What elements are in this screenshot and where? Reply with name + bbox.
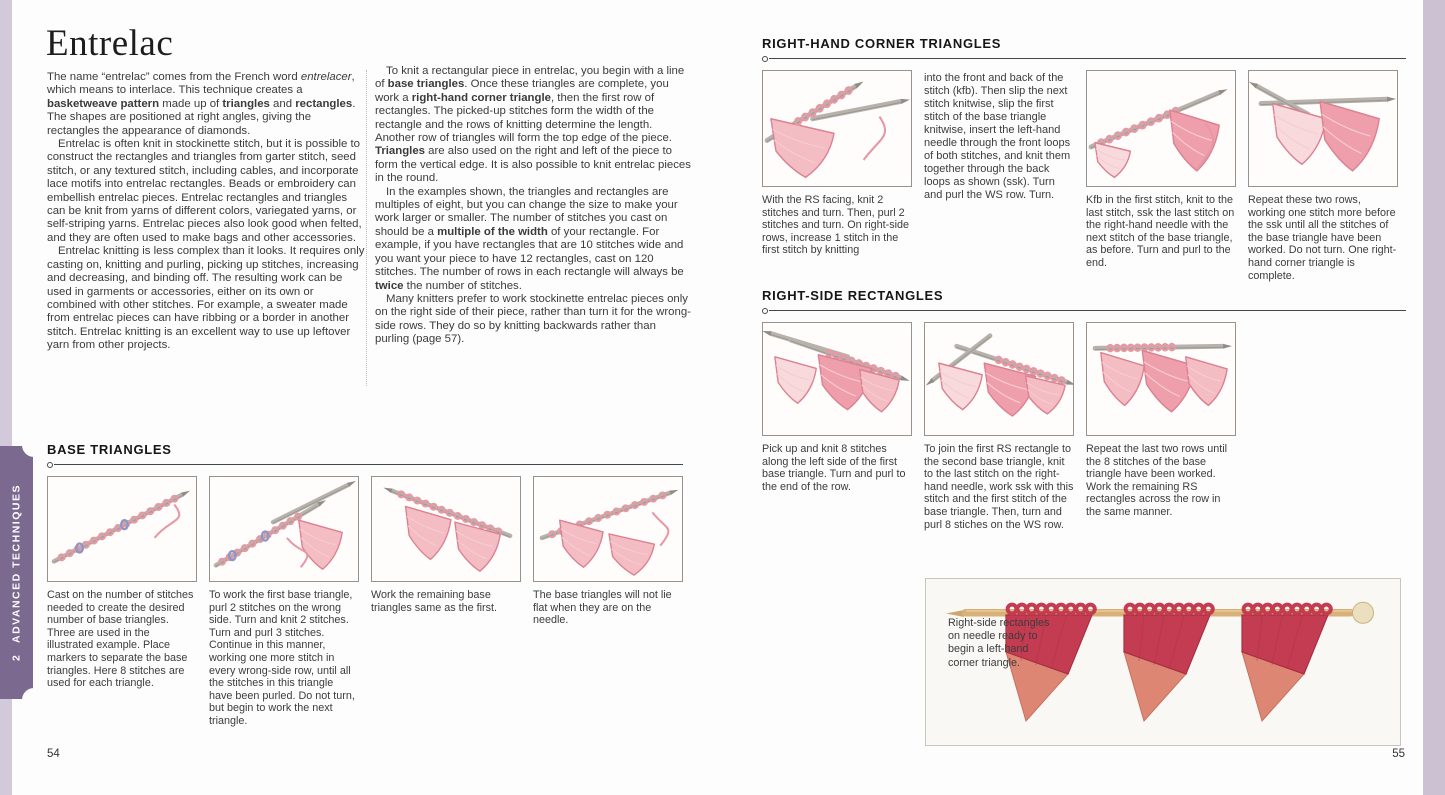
intro-column-2 — [375, 65, 693, 347]
step-row — [762, 70, 1406, 282]
section-rule — [762, 308, 1406, 313]
illustration-repeat-rows — [1086, 322, 1236, 436]
section-corner-triangles — [762, 36, 1406, 282]
illustration-corner-rs-facing — [762, 70, 912, 187]
intro-paragraph: Entrelac knitting is less complex than it looks. It requires only casting on, knitting and purling, picking up stitches, increasing and decreasing, and binding off. The resulting work can be used in garments or accessories, either on its own or combined with other stitches. For example, a sweater made from entrelac pieces can have ribbing or a border in another stitch. Entrelac knitting is an excellent way to use up leftover yarn from other projects. — [47, 245, 365, 352]
step-row — [762, 322, 1406, 531]
step — [924, 322, 1074, 531]
section-heading: RIGHT-SIDE RECTANGLES — [762, 288, 944, 303]
page-number-right: 55 — [1392, 748, 1405, 760]
rule-end-dot-icon — [762, 56, 768, 62]
section-rs-rectangles — [762, 288, 1406, 531]
step — [47, 476, 197, 728]
step-caption: Repeat the last two rows until the 8 stitches of the base triangle have been worked. Work the remaining RS rectangles across the row in the same manner. — [1086, 443, 1228, 518]
illustration-join-rectangle — [924, 322, 1074, 436]
illustration-cast-on — [47, 476, 197, 582]
step-caption: To join the first RS rectangle to the second base triangle, knit to the last stitch on the right-hand needle, work ssk with this stitch and the first stitch of the base triangle. Then, turn and purl 8 stiches on the WS row. — [924, 443, 1074, 531]
step-caption: Work the remaining base triangles same as the first. — [371, 589, 498, 614]
rule-end-dot-icon — [47, 462, 53, 468]
step — [533, 476, 683, 728]
step-caption: With the RS facing, knit 2 stitches and turn. Then, purl 2 stitches and turn. On right-side rows, increase 1 stitch in the first stitch by knitting — [762, 194, 910, 257]
step-row — [47, 476, 683, 728]
step-caption: Kfb in the first stitch, knit to the last stitch, ssk the last stitch on the right-hand needle with the next stitch of the base triangle, as before. Turn and purl to the end. — [1086, 194, 1235, 269]
intro-paragraph: In the examples shown, the triangles and rectangles are multiples of eight, but you can change the size to make your work larger or smaller. The number of stitches you cast on should be a multiple of the width of your rectangle. For example, if you have rectangles that are 10 stitches wide and you want your piece to have 12 rectangles, cast on 120 stitches. The number of rows in each rectangle will always be twice the number of stitches. — [375, 185, 684, 292]
illustration-corner-complete — [1248, 70, 1398, 187]
step — [1086, 70, 1236, 282]
step-caption: The base triangles will not lie flat when they are on the needle. — [533, 589, 672, 627]
intro-paragraph: Many knitters prefer to work stockinette entrelac pieces only on the right side of their piece, rather than turn it for the wrong-side rows. They do so by knitting backwards rather than purling (page 57). — [375, 292, 691, 346]
illustration-triangles-on-needle — [533, 476, 683, 582]
step — [762, 322, 912, 531]
page-edge-strip-right — [1423, 0, 1445, 795]
chapter-tab — [0, 446, 33, 699]
chapter-number: 2 — [10, 653, 23, 662]
photo-rs-rectangles-on-needle — [925, 578, 1401, 746]
step-caption: Cast on the number of stitches needed to create the desired number of base triangles. Three are used in the illustrated example. Place markers to separate the base triangles. Here 8 stitches are used for each triangle. — [47, 589, 194, 690]
intro-column-1 — [47, 71, 365, 353]
step-caption: Repeat these two rows, working one stitch more before the ssk until all the stitches of the base triangle have been worked. Do not turn. One right-hand corner triangle is complete. — [1248, 194, 1397, 282]
chapter-tab-label — [0, 446, 33, 699]
section-base-triangles — [47, 442, 683, 728]
step — [209, 476, 359, 728]
chapter-title: ADVANCED TECHNIQUES — [10, 483, 23, 643]
section-heading: BASE TRIANGLES — [47, 442, 172, 457]
intro-paragraph: Entrelac is often knit in stockinette stitch, but it is possible to construct the rectangles and triangles from garter stitch, seed stitch, or any textured stitch, including cables, and incorporate lace motifs into entrelac rectangles. Beads or embroidery can embellish entrelac pieces. Entrelac rectangles and triangles can be knit from yarns of different colors, variegated yarns, or self-striping yarns. Entrelac pieces also look good when felted, and they are often used to make bags and other accessories. — [47, 138, 362, 244]
step — [1248, 70, 1398, 282]
intro-paragraph: To knit a rectangular piece in entrelac, you begin with a line of base triangles. Once these triangles are complete, you work a right-hand corner triangle, then the first row of rectangles. The picked-up stitches form the width of the rectangle and the rows of knitting determine the length. Another row of triangles will form the top edge of the piece. Triangles are also used on the right and left of the piece to form the vertical edge. It is also possible to knit entrelac pieces in the round. — [375, 65, 691, 185]
section-heading: RIGHT-HAND CORNER TRIANGLES — [762, 36, 1002, 51]
page-number-left: 54 — [47, 748, 60, 760]
column-divider — [366, 70, 367, 386]
section-rule — [47, 462, 683, 467]
rule-end-dot-icon — [762, 308, 768, 314]
step-caption: Pick up and knit 8 stitches along the left side of the first base triangle. Turn and purl to the end of the row. — [762, 443, 906, 493]
step — [1086, 322, 1236, 531]
step — [762, 70, 912, 282]
page-title: Entrelac — [46, 23, 174, 64]
illustration-pick-up-stitches — [762, 322, 912, 436]
section-rule — [762, 56, 1406, 61]
photo-caption: Right-side rectangles on needle ready to begin a left-hand corner triangle. — [948, 617, 1050, 669]
intro-paragraph: The name “entrelac” comes from the French word entrelacer, which means to interlace. This technique creates a basketweave pattern made up of triangles and rectangles. The shapes are positioned at right angles, giving the rectangles the appearance of diamonds. — [47, 71, 356, 137]
step-caption: into the front and back of the stitch (kfb). Then slip the next stitch knitwise, slip the first stitch of the base triangle knitwise, insert the left-hand needle through the front loops of both stitches, and knit them together through the back loops as shown (ssk). Turn and purl the WS row. Turn. — [924, 72, 1071, 201]
illustration-first-base-triangle — [209, 476, 359, 582]
step-text-continuation — [924, 70, 1074, 282]
illustration-corner-kfb — [1086, 70, 1236, 187]
step-caption: To work the first base triangle, purl 2 stitches on the wrong side. Turn and knit 2 stitches. Turn and purl 3 stitches. Continue in this manner, working one more stitch in every wrong-side row, until all the stitches in this triangle have been purled. Do not turn, but begin to work the next triangle. — [209, 589, 355, 727]
step — [371, 476, 521, 728]
illustration-remaining-triangles — [371, 476, 521, 582]
